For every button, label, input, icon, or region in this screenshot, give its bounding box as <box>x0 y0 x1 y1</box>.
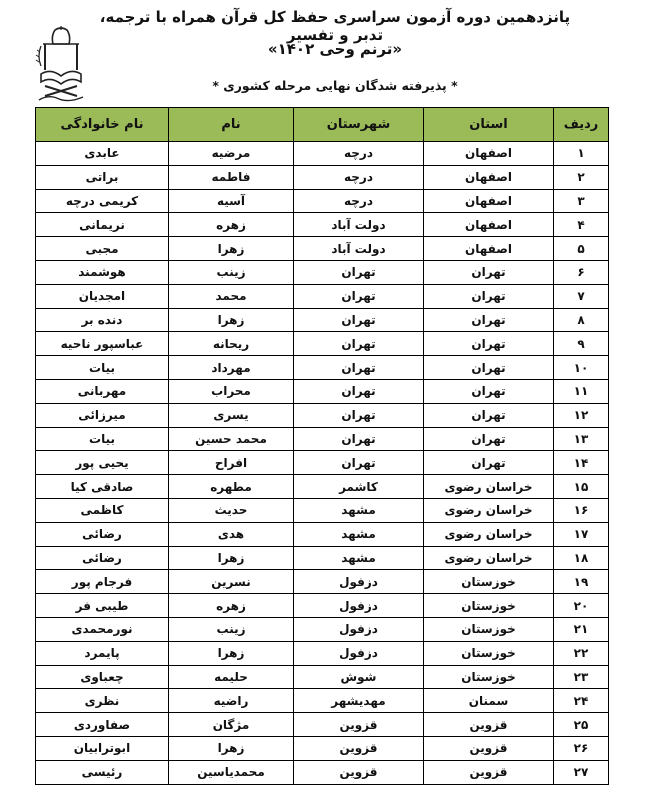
province-cell: خراسان رضوی <box>424 475 554 499</box>
last-name-cell: صفاوردی <box>36 713 169 737</box>
first-name-cell: محمدیاسین <box>169 760 294 784</box>
province-cell: خوزستان <box>424 641 554 665</box>
last-name-cell: صادقی کیا <box>36 475 169 499</box>
city-cell: دولت آباد <box>294 213 424 237</box>
city-cell: مشهد <box>294 498 424 522</box>
last-name-cell: یحیی پور <box>36 451 169 475</box>
table-row <box>36 213 609 237</box>
province-cell: تهران <box>424 308 554 332</box>
last-name-cell: چعباوی <box>36 665 169 689</box>
document-title: پانزدهمین دوره آزمون سراسری حفظ کل قرآن همراه با ترجمه، تدبر و تفسیر <box>99 8 571 44</box>
province-cell: اصفهان <box>424 142 554 166</box>
city-cell: تهران <box>294 356 424 380</box>
row-number-cell: ۲۶ <box>554 736 609 760</box>
first-name-cell: محمد حسین <box>169 427 294 451</box>
row-number-cell: ۲۳ <box>554 665 609 689</box>
province-cell: تهران <box>424 284 554 308</box>
last-name-cell: دنده بر <box>36 308 169 332</box>
last-name-cell: رئیسی <box>36 760 169 784</box>
row-number-cell: ۶ <box>554 260 609 284</box>
last-name-cell: رضائی <box>36 522 169 546</box>
province-cell: تهران <box>424 403 554 427</box>
first-name-cell: زهره <box>169 213 294 237</box>
last-name-cell: بیات <box>36 427 169 451</box>
row-number-cell: ۲۰ <box>554 594 609 618</box>
competition-name: «ترنم وحی ۱۴۰۲» <box>267 40 403 58</box>
table-row <box>36 760 609 784</box>
last-name-cell: عباسپور ناحیه <box>36 332 169 356</box>
province-cell: اصفهان <box>424 213 554 237</box>
city-cell: قزوین <box>294 713 424 737</box>
province-cell: خراسان رضوی <box>424 498 554 522</box>
province-cell: خوزستان <box>424 665 554 689</box>
row-number-cell: ۱۰ <box>554 356 609 380</box>
table-row <box>36 522 609 546</box>
row-number-cell: ۹ <box>554 332 609 356</box>
first-name-cell: حدیث <box>169 498 294 522</box>
table-row <box>36 165 609 189</box>
last-name-cell: کاظمی <box>36 498 169 522</box>
last-name-cell: عابدی <box>36 142 169 166</box>
row-number-cell: ۱۷ <box>554 522 609 546</box>
province-cell: خراسان رضوی <box>424 546 554 570</box>
table-row <box>36 332 609 356</box>
table-row <box>36 617 609 641</box>
last-name-cell: فرجام پور <box>36 570 169 594</box>
table-header-row <box>36 108 609 142</box>
first-name-cell: مرضیه <box>169 142 294 166</box>
table-row <box>36 594 609 618</box>
first-name-cell: راضیه <box>169 689 294 713</box>
last-name-cell: مهربانی <box>36 379 169 403</box>
city-cell: درچه <box>294 142 424 166</box>
last-name-cell: امجدیان <box>36 284 169 308</box>
province-cell: قزوین <box>424 760 554 784</box>
first-name-cell: افراح <box>169 451 294 475</box>
column-header-province: استان <box>424 108 554 142</box>
province-cell: تهران <box>424 451 554 475</box>
city-cell: کاشمر <box>294 475 424 499</box>
row-number-cell: ۱۹ <box>554 570 609 594</box>
row-number-cell: ۵ <box>554 237 609 261</box>
column-header-last-name: نام خانوادگی <box>36 108 169 142</box>
first-name-cell: زهرا <box>169 736 294 760</box>
last-name-cell: نریمانی <box>36 213 169 237</box>
last-name-cell: بیات <box>36 356 169 380</box>
city-cell: دزفول <box>294 617 424 641</box>
row-number-cell: ۲ <box>554 165 609 189</box>
row-number-cell: ۴ <box>554 213 609 237</box>
city-cell: تهران <box>294 403 424 427</box>
row-number-cell: ۲۲ <box>554 641 609 665</box>
city-cell: قزوین <box>294 736 424 760</box>
table-row <box>36 641 609 665</box>
table-row <box>36 284 609 308</box>
city-cell: درچه <box>294 165 424 189</box>
city-cell: مشهد <box>294 522 424 546</box>
city-cell: تهران <box>294 451 424 475</box>
table-row <box>36 546 609 570</box>
row-number-cell: ۱۵ <box>554 475 609 499</box>
city-cell: تهران <box>294 427 424 451</box>
city-cell: دولت آباد <box>294 237 424 261</box>
table-row <box>36 570 609 594</box>
last-name-cell: میرزائی <box>36 403 169 427</box>
last-name-cell: هوشمند <box>36 260 169 284</box>
row-number-cell: ۲۴ <box>554 689 609 713</box>
province-cell: تهران <box>424 427 554 451</box>
city-cell: تهران <box>294 284 424 308</box>
first-name-cell: محراب <box>169 379 294 403</box>
quran-rehal-logo-icon <box>33 26 89 102</box>
province-cell: تهران <box>424 332 554 356</box>
city-cell: تهران <box>294 260 424 284</box>
city-cell: دزفول <box>294 570 424 594</box>
city-cell: قزوین <box>294 760 424 784</box>
table-row <box>36 403 609 427</box>
table-row <box>36 498 609 522</box>
last-name-cell: براتی <box>36 165 169 189</box>
last-name-cell: نظری <box>36 689 169 713</box>
last-name-cell: نورمحمدی <box>36 617 169 641</box>
row-number-cell: ۲۷ <box>554 760 609 784</box>
column-header-city: شهرستان <box>294 108 424 142</box>
city-cell: دزفول <box>294 641 424 665</box>
city-cell: مهدیشهر <box>294 689 424 713</box>
province-cell: قزوین <box>424 713 554 737</box>
first-name-cell: ریحانه <box>169 332 294 356</box>
row-number-cell: ۸ <box>554 308 609 332</box>
first-name-cell: نسرین <box>169 570 294 594</box>
row-number-cell: ۱۱ <box>554 379 609 403</box>
last-name-cell: ابوترابیان <box>36 736 169 760</box>
province-cell: اصفهان <box>424 189 554 213</box>
last-name-cell: رضائی <box>36 546 169 570</box>
table-row <box>36 142 609 166</box>
city-cell: تهران <box>294 308 424 332</box>
row-number-cell: ۱ <box>554 142 609 166</box>
row-number-cell: ۱۶ <box>554 498 609 522</box>
province-cell: تهران <box>424 260 554 284</box>
table-row <box>36 189 609 213</box>
first-name-cell: فاطمه <box>169 165 294 189</box>
first-name-cell: آسیه <box>169 189 294 213</box>
row-number-cell: ۳ <box>554 189 609 213</box>
table-row <box>36 451 609 475</box>
table-row <box>36 237 609 261</box>
row-number-cell: ۱۲ <box>554 403 609 427</box>
province-cell: خراسان رضوی <box>424 522 554 546</box>
row-number-cell: ۱۴ <box>554 451 609 475</box>
province-cell: خوزستان <box>424 617 554 641</box>
first-name-cell: زهرا <box>169 308 294 332</box>
province-cell: اصفهان <box>424 165 554 189</box>
province-cell: تهران <box>424 356 554 380</box>
city-cell: دزفول <box>294 594 424 618</box>
table-row <box>36 356 609 380</box>
column-header-first-name: نام <box>169 108 294 142</box>
document-header <box>0 0 645 104</box>
row-number-cell: ۲۵ <box>554 713 609 737</box>
table-body <box>36 142 609 785</box>
table-row <box>36 713 609 737</box>
table-row <box>36 689 609 713</box>
row-number-cell: ۱۳ <box>554 427 609 451</box>
table-row <box>36 308 609 332</box>
last-name-cell: طیبی فر <box>36 594 169 618</box>
last-name-cell: کریمی درچه <box>36 189 169 213</box>
results-table <box>35 107 609 785</box>
first-name-cell: هدی <box>169 522 294 546</box>
province-cell: تهران <box>424 379 554 403</box>
last-name-cell: پایمرد <box>36 641 169 665</box>
first-name-cell: محمد <box>169 284 294 308</box>
city-cell: مشهد <box>294 546 424 570</box>
first-name-cell: زهرا <box>169 546 294 570</box>
table-row <box>36 379 609 403</box>
table-row <box>36 665 609 689</box>
first-name-cell: مهرداد <box>169 356 294 380</box>
city-cell: شوش <box>294 665 424 689</box>
city-cell: درچه <box>294 189 424 213</box>
first-name-cell: مطهره <box>169 475 294 499</box>
first-name-cell: زهرا <box>169 641 294 665</box>
province-cell: خوزستان <box>424 570 554 594</box>
row-number-cell: ۱۸ <box>554 546 609 570</box>
city-cell: تهران <box>294 379 424 403</box>
table-row <box>36 260 609 284</box>
first-name-cell: زینب <box>169 260 294 284</box>
table-row <box>36 736 609 760</box>
first-name-cell: زهرا <box>169 237 294 261</box>
table-row <box>36 427 609 451</box>
first-name-cell: یسری <box>169 403 294 427</box>
city-cell: تهران <box>294 332 424 356</box>
province-cell: قزوین <box>424 736 554 760</box>
row-number-cell: ۲۱ <box>554 617 609 641</box>
document-subtitle: * پذیرفته شدگان نهایی مرحله کشوری * <box>212 78 458 93</box>
column-header-row-number: ردیف <box>554 108 609 142</box>
first-name-cell: زهره <box>169 594 294 618</box>
first-name-cell: حلیمه <box>169 665 294 689</box>
province-cell: خوزستان <box>424 594 554 618</box>
last-name-cell: مجبی <box>36 237 169 261</box>
table-row <box>36 475 609 499</box>
first-name-cell: زینب <box>169 617 294 641</box>
first-name-cell: مژگان <box>169 713 294 737</box>
province-cell: اصفهان <box>424 237 554 261</box>
row-number-cell: ۷ <box>554 284 609 308</box>
province-cell: سمنان <box>424 689 554 713</box>
